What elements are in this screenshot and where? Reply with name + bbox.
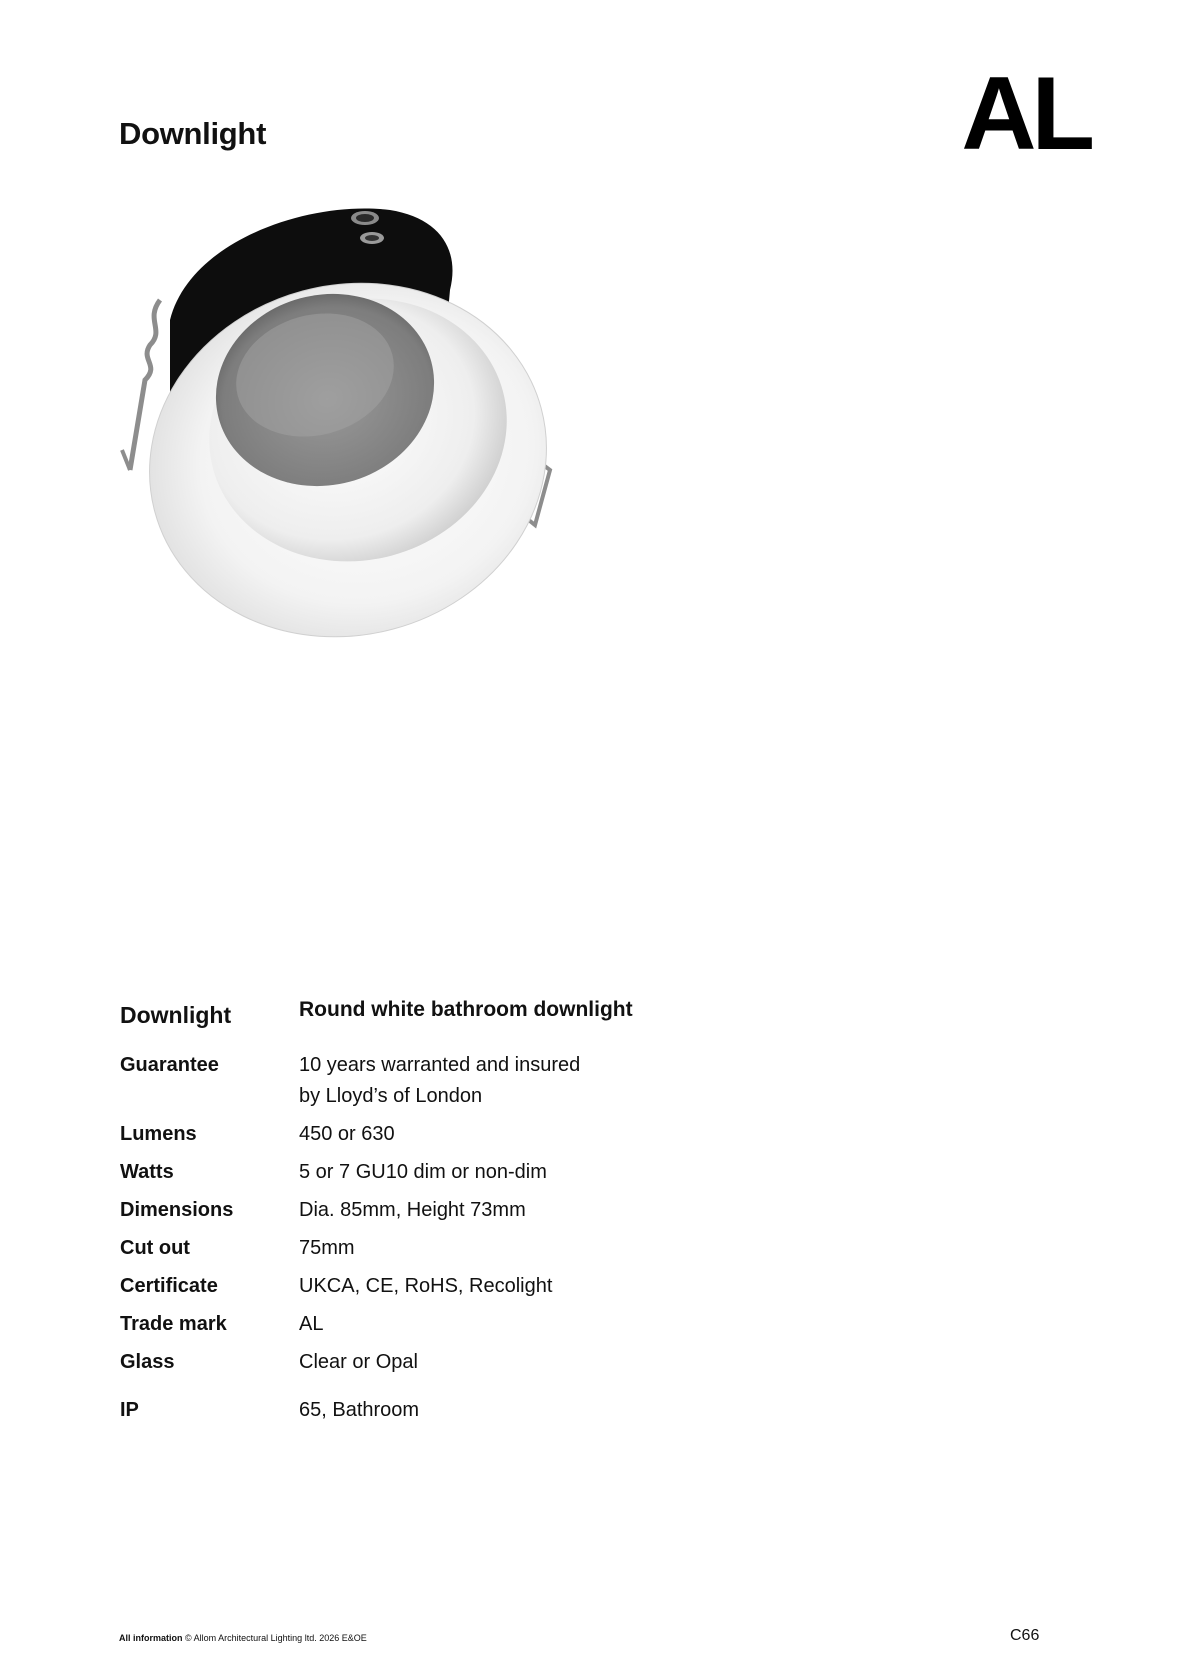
spec-row-trade-mark (120, 1309, 820, 1340)
footer-bold: All information (119, 1633, 183, 1643)
brand-logo: AL (961, 56, 1090, 172)
spec-value-line: by Lloyd’s of London (299, 1085, 483, 1107)
spec-row-glass (120, 1347, 820, 1378)
spec-label: Dimensions (120, 1199, 234, 1221)
spec-label: Cut out (120, 1237, 190, 1259)
spec-label: Certificate (120, 1275, 218, 1297)
spec-value: 450 or 630 (299, 1123, 395, 1145)
spec-row-certificate (120, 1271, 820, 1302)
spec-value: Clear or Opal (299, 1351, 418, 1373)
spec-label: Lumens (120, 1123, 197, 1145)
footer-text: © Allom Architectural Lighting ltd. 2026 E&OE (182, 1633, 367, 1643)
spec-table (120, 998, 820, 1426)
spec-row-dimensions (120, 1195, 820, 1226)
spec-value: 75mm (299, 1237, 355, 1259)
footer-copyright (119, 1633, 367, 1643)
spec-label: Glass (120, 1351, 175, 1373)
spec-row-lumens (120, 1119, 820, 1150)
spec-value: 5 or 7 GU10 dim or non-dim (299, 1161, 547, 1183)
spec-value: UKCA, CE, RoHS, Recolight (299, 1275, 553, 1297)
spec-value-line: 10 years warranted and insured (299, 1054, 581, 1076)
spec-row-guarantee (120, 1050, 820, 1112)
page-number: C66 (1010, 1627, 1040, 1644)
spec-label: Guarantee (120, 1054, 219, 1076)
spec-header-label: Downlight (120, 1002, 232, 1028)
round-white-downlight-image (110, 200, 610, 650)
spec-value: Dia. 85mm, Height 73mm (299, 1199, 526, 1221)
spec-value: AL (299, 1313, 324, 1335)
spec-row-cut-out (120, 1233, 820, 1264)
page-title: Downlight (119, 116, 267, 151)
spec-header-value: Round white bathroom downlight (299, 998, 633, 1021)
spec-label: Trade mark (120, 1313, 227, 1335)
spec-value (299, 1050, 820, 1112)
spec-row-ip (120, 1395, 820, 1426)
spec-label: Watts (120, 1161, 174, 1183)
spec-value: 65, Bathroom (299, 1399, 420, 1421)
spec-header (120, 998, 820, 1050)
spec-row-watts (120, 1157, 820, 1188)
spec-label: IP (120, 1399, 139, 1421)
